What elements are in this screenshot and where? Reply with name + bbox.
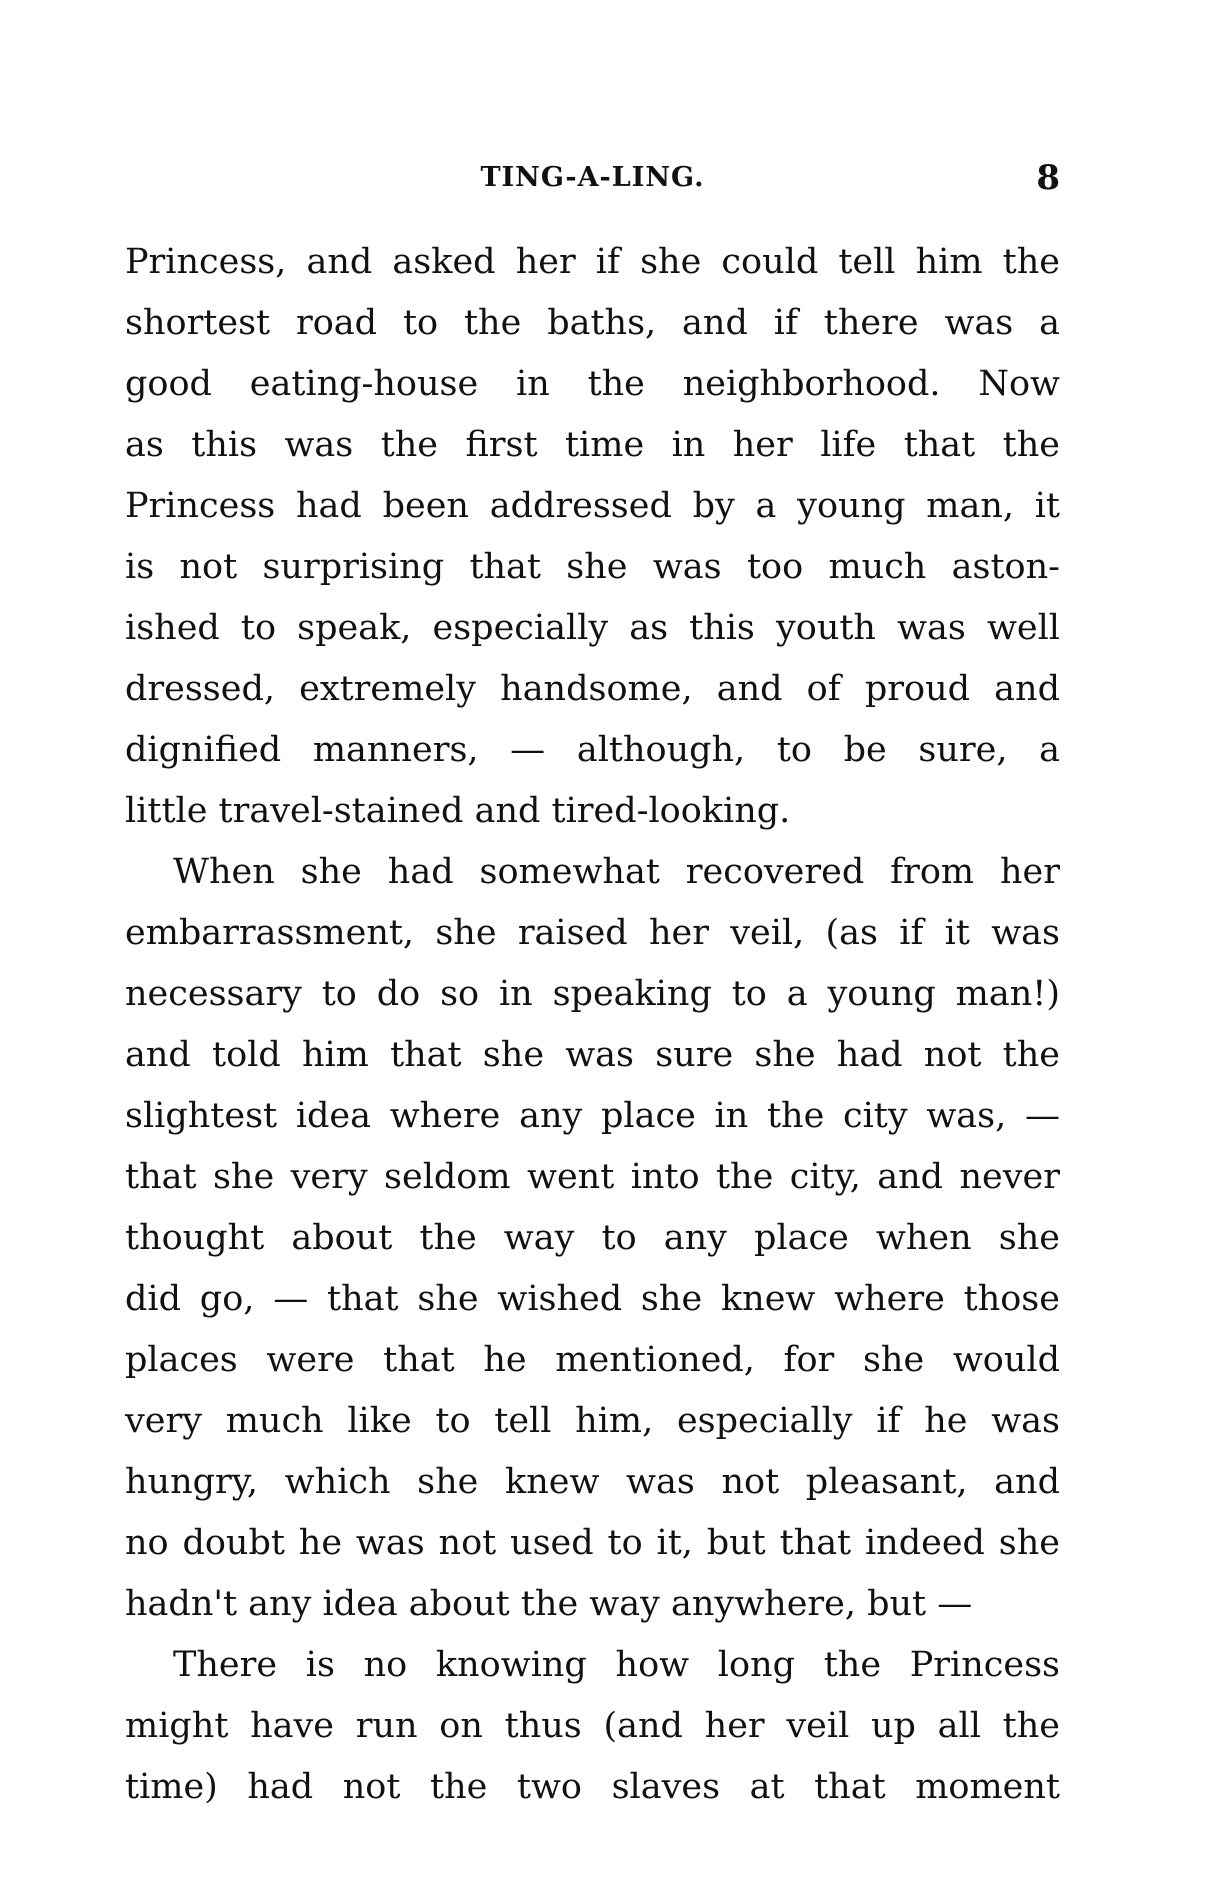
text-line: thought about the way to any place when she	[125, 1218, 1060, 1258]
text-line: hungry, which she knew was not pleasant, and	[125, 1462, 1060, 1502]
body-text	[125, 232, 1060, 1818]
text-line: little travel-stained and tired-looking.	[125, 791, 791, 831]
page-number: 8	[1036, 158, 1060, 198]
text-line: is not surprising that she was too much aston-	[125, 547, 1060, 587]
text-line: Princess, and asked her if she could tell him the	[125, 242, 1060, 282]
text-line: as this was the first time in her life that the	[125, 425, 1060, 465]
paragraph-3	[125, 1635, 1060, 1818]
text-line: places were that he mentioned, for she would	[125, 1340, 1060, 1380]
running-head	[125, 158, 1060, 202]
text-line: slightest idea where any place in the city was, —	[125, 1096, 1060, 1136]
text-line: did go, — that she wished she knew where those	[125, 1279, 1060, 1319]
text-line: dressed, extremely handsome, and of proud and	[125, 669, 1060, 709]
paragraph-1	[125, 232, 1060, 842]
text-line: very much like to tell him, especially if he was	[125, 1401, 1060, 1441]
text-line: dignified manners, — although, to be sure, a	[125, 730, 1060, 770]
text-line: There is no knowing how long the Princess	[173, 1645, 1060, 1685]
text-line: embarrassment, she raised her veil, (as if it was	[125, 913, 1060, 953]
paragraph-2	[125, 842, 1060, 1635]
text-line: might have run on thus (and her veil up all the	[125, 1706, 1060, 1746]
text-line: Princess had been addressed by a young man, it	[125, 486, 1060, 526]
text-line: no doubt he was not used to it, but that indeed she	[125, 1523, 1060, 1563]
running-title: TING-A-LING.	[480, 162, 705, 193]
text-line: When she had somewhat recovered from her	[173, 852, 1060, 892]
text-line: necessary to do so in speaking to a young man!)	[125, 974, 1060, 1014]
text-line: time) had not the two slaves at that moment	[125, 1767, 1060, 1807]
text-line: and told him that she was sure she had not the	[125, 1035, 1060, 1075]
text-line: that she very seldom went into the city, and never	[125, 1157, 1060, 1197]
text-line: ished to speak, especially as this youth was well	[125, 608, 1060, 648]
text-line: shortest road to the baths, and if there was a	[125, 303, 1060, 343]
text-line: good eating-house in the neighborhood. Now	[125, 364, 1060, 404]
text-line: hadn't any idea about the way anywhere, but —	[125, 1584, 973, 1624]
